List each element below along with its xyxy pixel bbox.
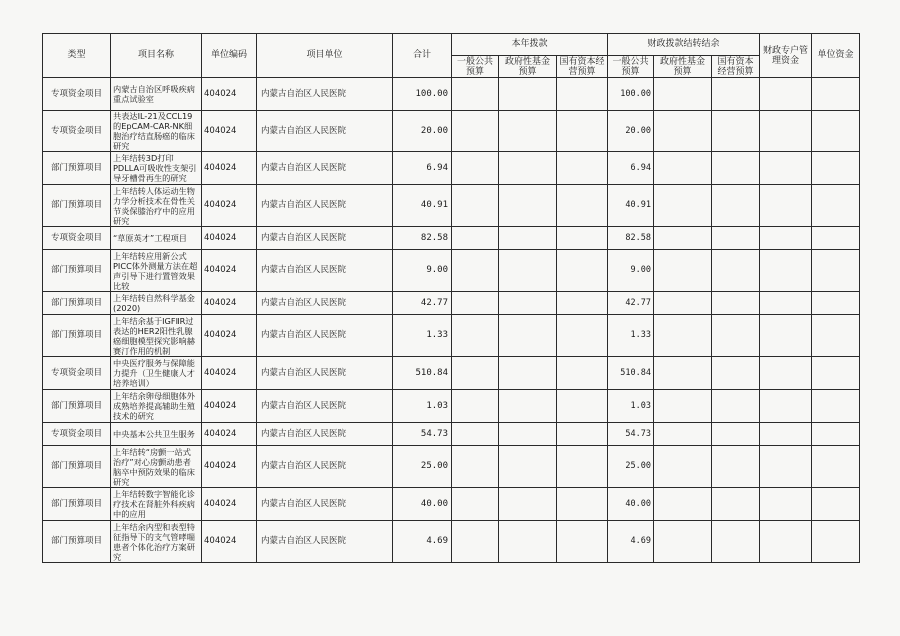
row-type: 部门预算项目 xyxy=(43,390,111,423)
row-project-unit: 内蒙古自治区人民医院 xyxy=(257,292,393,315)
row-carryover-state-capital xyxy=(712,390,760,423)
table-row xyxy=(43,185,860,227)
row-project-name: “草原英才”工程项目 xyxy=(111,227,202,250)
row-carryover-gov-fund xyxy=(654,152,712,185)
row-unit-code: 404024 xyxy=(202,78,257,111)
row-project-name: 上年结转自然科学基金(2020) xyxy=(111,292,202,315)
row-unit-code: 404024 xyxy=(202,446,257,488)
row-carryover-state-capital xyxy=(712,111,760,152)
row-project-unit: 内蒙古自治区人民医院 xyxy=(257,250,393,292)
row-state-capital xyxy=(557,111,608,152)
row-project-name: 上年结转应用新公式PICC体外测量方法在超声引导下进行置管效果比较 xyxy=(111,250,202,292)
row-gov-fund xyxy=(499,357,557,390)
row-general-public xyxy=(452,315,499,357)
row-carryover-general-public: 42.77 xyxy=(608,292,654,315)
row-gov-fund xyxy=(499,78,557,111)
row-state-capital xyxy=(557,152,608,185)
row-state-capital xyxy=(557,250,608,292)
row-unit-code: 404024 xyxy=(202,390,257,423)
row-total: 54.73 xyxy=(393,423,452,446)
row-state-capital xyxy=(557,292,608,315)
row-general-public xyxy=(452,357,499,390)
row-project-unit: 内蒙古自治区人民医院 xyxy=(257,423,393,446)
row-general-public xyxy=(452,423,499,446)
row-total: 4.69 xyxy=(393,521,452,563)
row-carryover-state-capital xyxy=(712,152,760,185)
table-row xyxy=(43,152,860,185)
header-project-unit: 项目单位 xyxy=(257,34,393,78)
row-carryover-state-capital xyxy=(712,227,760,250)
budget-table xyxy=(42,33,860,563)
row-gov-fund xyxy=(499,292,557,315)
row-project-unit: 内蒙古自治区人民医院 xyxy=(257,521,393,563)
row-carryover-gov-fund xyxy=(654,423,712,446)
row-unit-code: 404024 xyxy=(202,227,257,250)
row-general-public xyxy=(452,227,499,250)
row-carryover-gov-fund xyxy=(654,250,712,292)
row-gov-fund xyxy=(499,390,557,423)
row-project-name: 上年结转3D打印PDLLA可吸收性支架引导牙槽骨再生的研究 xyxy=(111,152,202,185)
row-total: 42.77 xyxy=(393,292,452,315)
row-gov-fund xyxy=(499,227,557,250)
row-project-unit: 内蒙古自治区人民医院 xyxy=(257,390,393,423)
row-carryover-state-capital xyxy=(712,357,760,390)
row-carryover-general-public: 54.73 xyxy=(608,423,654,446)
header-project-name: 项目名称 xyxy=(111,34,202,78)
row-special-account xyxy=(760,521,812,563)
table-body xyxy=(43,78,860,563)
row-project-name: 上年结转数字智能化诊疗技术在肾脏外科疾病中的应用 xyxy=(111,488,202,521)
row-project-name: 上年结余卵母细胞体外成熟培养提高辅助生殖技术的研究 xyxy=(111,390,202,423)
row-unit-funds xyxy=(812,111,860,152)
row-special-account xyxy=(760,78,812,111)
row-unit-code: 404024 xyxy=(202,292,257,315)
table-row xyxy=(43,315,860,357)
header-co-state-capital: 国有资本经营预算 xyxy=(712,56,760,78)
header-total: 合计 xyxy=(393,34,452,78)
row-general-public xyxy=(452,78,499,111)
header-general-public: 一般公共预算 xyxy=(452,56,499,78)
row-unit-code: 404024 xyxy=(202,488,257,521)
row-carryover-general-public: 25.00 xyxy=(608,446,654,488)
row-general-public xyxy=(452,521,499,563)
row-state-capital xyxy=(557,78,608,111)
header-current-year: 本年拨款 xyxy=(452,34,608,56)
header-type: 类型 xyxy=(43,34,111,78)
row-gov-fund xyxy=(499,521,557,563)
row-carryover-gov-fund xyxy=(654,227,712,250)
row-special-account xyxy=(760,111,812,152)
row-project-unit: 内蒙古自治区人民医院 xyxy=(257,152,393,185)
row-project-name: 上年结余内型和表型特征指导下的支气管哮喘患者个体化治疗方案研究 xyxy=(111,521,202,563)
row-unit-code: 404024 xyxy=(202,152,257,185)
row-total: 25.00 xyxy=(393,446,452,488)
row-special-account xyxy=(760,357,812,390)
row-unit-funds xyxy=(812,423,860,446)
row-carryover-state-capital xyxy=(712,488,760,521)
row-type: 专项资金项目 xyxy=(43,78,111,111)
row-unit-code: 404024 xyxy=(202,185,257,227)
row-project-name: 中央基本公共卫生服务 xyxy=(111,423,202,446)
row-unit-code: 404024 xyxy=(202,315,257,357)
row-general-public xyxy=(452,250,499,292)
row-state-capital xyxy=(557,390,608,423)
header-co-gov-fund: 政府性基金预算 xyxy=(654,56,712,78)
row-general-public xyxy=(452,111,499,152)
row-carryover-general-public: 510.84 xyxy=(608,357,654,390)
row-carryover-general-public: 40.91 xyxy=(608,185,654,227)
row-unit-code: 404024 xyxy=(202,521,257,563)
row-carryover-general-public: 100.00 xyxy=(608,78,654,111)
row-project-name: 上年结转“房颤一站式治疗”对心房颤动患者脑卒中预防效果的临床研究 xyxy=(111,446,202,488)
row-state-capital xyxy=(557,227,608,250)
header-gov-fund: 政府性基金预算 xyxy=(499,56,557,78)
row-special-account xyxy=(760,446,812,488)
row-unit-funds xyxy=(812,446,860,488)
row-total: 6.94 xyxy=(393,152,452,185)
row-special-account xyxy=(760,185,812,227)
row-project-unit: 内蒙古自治区人民医院 xyxy=(257,357,393,390)
row-carryover-state-capital xyxy=(712,521,760,563)
row-carryover-state-capital xyxy=(712,423,760,446)
row-carryover-state-capital xyxy=(712,250,760,292)
row-state-capital xyxy=(557,357,608,390)
row-general-public xyxy=(452,185,499,227)
table-row xyxy=(43,390,860,423)
row-carryover-state-capital xyxy=(712,315,760,357)
row-unit-funds xyxy=(812,185,860,227)
row-carryover-gov-fund xyxy=(654,446,712,488)
row-carryover-gov-fund xyxy=(654,185,712,227)
row-unit-funds xyxy=(812,357,860,390)
table-row xyxy=(43,521,860,563)
row-carryover-state-capital xyxy=(712,292,760,315)
row-special-account xyxy=(760,292,812,315)
row-project-unit: 内蒙古自治区人民医院 xyxy=(257,488,393,521)
row-special-account xyxy=(760,227,812,250)
row-project-unit: 内蒙古自治区人民医院 xyxy=(257,315,393,357)
table-row xyxy=(43,423,860,446)
row-total: 1.03 xyxy=(393,390,452,423)
row-type: 部门预算项目 xyxy=(43,250,111,292)
row-unit-funds xyxy=(812,250,860,292)
row-state-capital xyxy=(557,446,608,488)
table-row xyxy=(43,111,860,152)
row-project-unit: 内蒙古自治区人民医院 xyxy=(257,446,393,488)
row-carryover-general-public: 1.03 xyxy=(608,390,654,423)
row-carryover-general-public: 9.00 xyxy=(608,250,654,292)
row-total: 20.00 xyxy=(393,111,452,152)
row-carryover-gov-fund xyxy=(654,390,712,423)
row-special-account xyxy=(760,423,812,446)
row-general-public xyxy=(452,152,499,185)
row-type: 部门预算项目 xyxy=(43,488,111,521)
row-gov-fund xyxy=(499,315,557,357)
row-gov-fund xyxy=(499,111,557,152)
row-special-account xyxy=(760,390,812,423)
row-unit-funds xyxy=(812,488,860,521)
row-unit-code: 404024 xyxy=(202,250,257,292)
row-gov-fund xyxy=(499,488,557,521)
header-co-general-public: 一般公共预算 xyxy=(608,56,654,78)
row-unit-funds xyxy=(812,227,860,250)
row-carryover-general-public: 20.00 xyxy=(608,111,654,152)
row-type: 专项资金项目 xyxy=(43,423,111,446)
row-type: 部门预算项目 xyxy=(43,521,111,563)
header-state-capital: 国有资本经营预算 xyxy=(557,56,608,78)
row-general-public xyxy=(452,488,499,521)
row-type: 部门预算项目 xyxy=(43,315,111,357)
row-carryover-state-capital xyxy=(712,78,760,111)
row-gov-fund xyxy=(499,423,557,446)
row-carryover-general-public: 82.58 xyxy=(608,227,654,250)
table-row xyxy=(43,227,860,250)
row-project-unit: 内蒙古自治区人民医院 xyxy=(257,185,393,227)
row-project-name: 内蒙古自治区呼吸疾病重点试验室 xyxy=(111,78,202,111)
row-unit-funds xyxy=(812,292,860,315)
row-carryover-gov-fund xyxy=(654,111,712,152)
row-unit-funds xyxy=(812,315,860,357)
row-type: 部门预算项目 xyxy=(43,185,111,227)
row-project-name: 上年结余基于IGFⅡR过表达的HER2阳性乳腺癌细胞模型探究影响赫赛汀作用的机制 xyxy=(111,315,202,357)
row-carryover-gov-fund xyxy=(654,78,712,111)
row-project-unit: 内蒙古自治区人民医院 xyxy=(257,227,393,250)
table-row xyxy=(43,357,860,390)
row-general-public xyxy=(452,292,499,315)
row-type: 专项资金项目 xyxy=(43,227,111,250)
row-total: 40.00 xyxy=(393,488,452,521)
row-total: 510.84 xyxy=(393,357,452,390)
row-gov-fund xyxy=(499,250,557,292)
table-row xyxy=(43,292,860,315)
row-type: 部门预算项目 xyxy=(43,292,111,315)
row-carryover-gov-fund xyxy=(654,488,712,521)
row-state-capital xyxy=(557,423,608,446)
row-state-capital xyxy=(557,521,608,563)
header-carryover: 财政拨款结转结余 xyxy=(608,34,760,56)
row-unit-funds xyxy=(812,390,860,423)
row-gov-fund xyxy=(499,152,557,185)
row-type: 部门预算项目 xyxy=(43,152,111,185)
row-state-capital xyxy=(557,315,608,357)
table-row xyxy=(43,488,860,521)
row-total: 100.00 xyxy=(393,78,452,111)
row-type: 专项资金项目 xyxy=(43,111,111,152)
row-carryover-general-public: 1.33 xyxy=(608,315,654,357)
header-unit-funds: 单位资金 xyxy=(812,34,860,78)
row-project-unit: 内蒙古自治区人民医院 xyxy=(257,111,393,152)
row-general-public xyxy=(452,446,499,488)
row-carryover-gov-fund xyxy=(654,521,712,563)
row-general-public xyxy=(452,390,499,423)
row-carryover-gov-fund xyxy=(654,292,712,315)
row-unit-funds xyxy=(812,152,860,185)
row-special-account xyxy=(760,315,812,357)
row-special-account xyxy=(760,250,812,292)
row-carryover-general-public: 6.94 xyxy=(608,152,654,185)
row-total: 82.58 xyxy=(393,227,452,250)
row-unit-funds xyxy=(812,78,860,111)
row-carryover-general-public: 40.00 xyxy=(608,488,654,521)
row-carryover-state-capital xyxy=(712,185,760,227)
row-carryover-general-public: 4.69 xyxy=(608,521,654,563)
header-special-account: 财政专户管理资金 xyxy=(760,34,812,78)
row-project-name: 共表达IL-21及CCL19的EpCAM-CAR-NK细胞治疗结直肠癌的临床研究 xyxy=(111,111,202,152)
row-project-name: 中央医疗服务与保障能力提升（卫生健康人才培养培训） xyxy=(111,357,202,390)
row-project-unit: 内蒙古自治区人民医院 xyxy=(257,78,393,111)
row-special-account xyxy=(760,488,812,521)
row-total: 9.00 xyxy=(393,250,452,292)
row-type: 部门预算项目 xyxy=(43,446,111,488)
row-carryover-state-capital xyxy=(712,446,760,488)
table-row xyxy=(43,78,860,111)
row-project-name: 上年结转人体运动生物力学分析技术在骨性关节炎保膝治疗中的应用研究 xyxy=(111,185,202,227)
table-row xyxy=(43,250,860,292)
row-gov-fund xyxy=(499,446,557,488)
row-state-capital xyxy=(557,185,608,227)
row-unit-code: 404024 xyxy=(202,423,257,446)
row-carryover-gov-fund xyxy=(654,315,712,357)
row-total: 1.33 xyxy=(393,315,452,357)
row-type: 专项资金项目 xyxy=(43,357,111,390)
row-gov-fund xyxy=(499,185,557,227)
header-unit-code: 单位编码 xyxy=(202,34,257,78)
row-unit-code: 404024 xyxy=(202,111,257,152)
row-state-capital xyxy=(557,488,608,521)
row-unit-funds xyxy=(812,521,860,563)
row-carryover-gov-fund xyxy=(654,357,712,390)
row-special-account xyxy=(760,152,812,185)
row-unit-code: 404024 xyxy=(202,357,257,390)
row-total: 40.91 xyxy=(393,185,452,227)
table-row xyxy=(43,446,860,488)
